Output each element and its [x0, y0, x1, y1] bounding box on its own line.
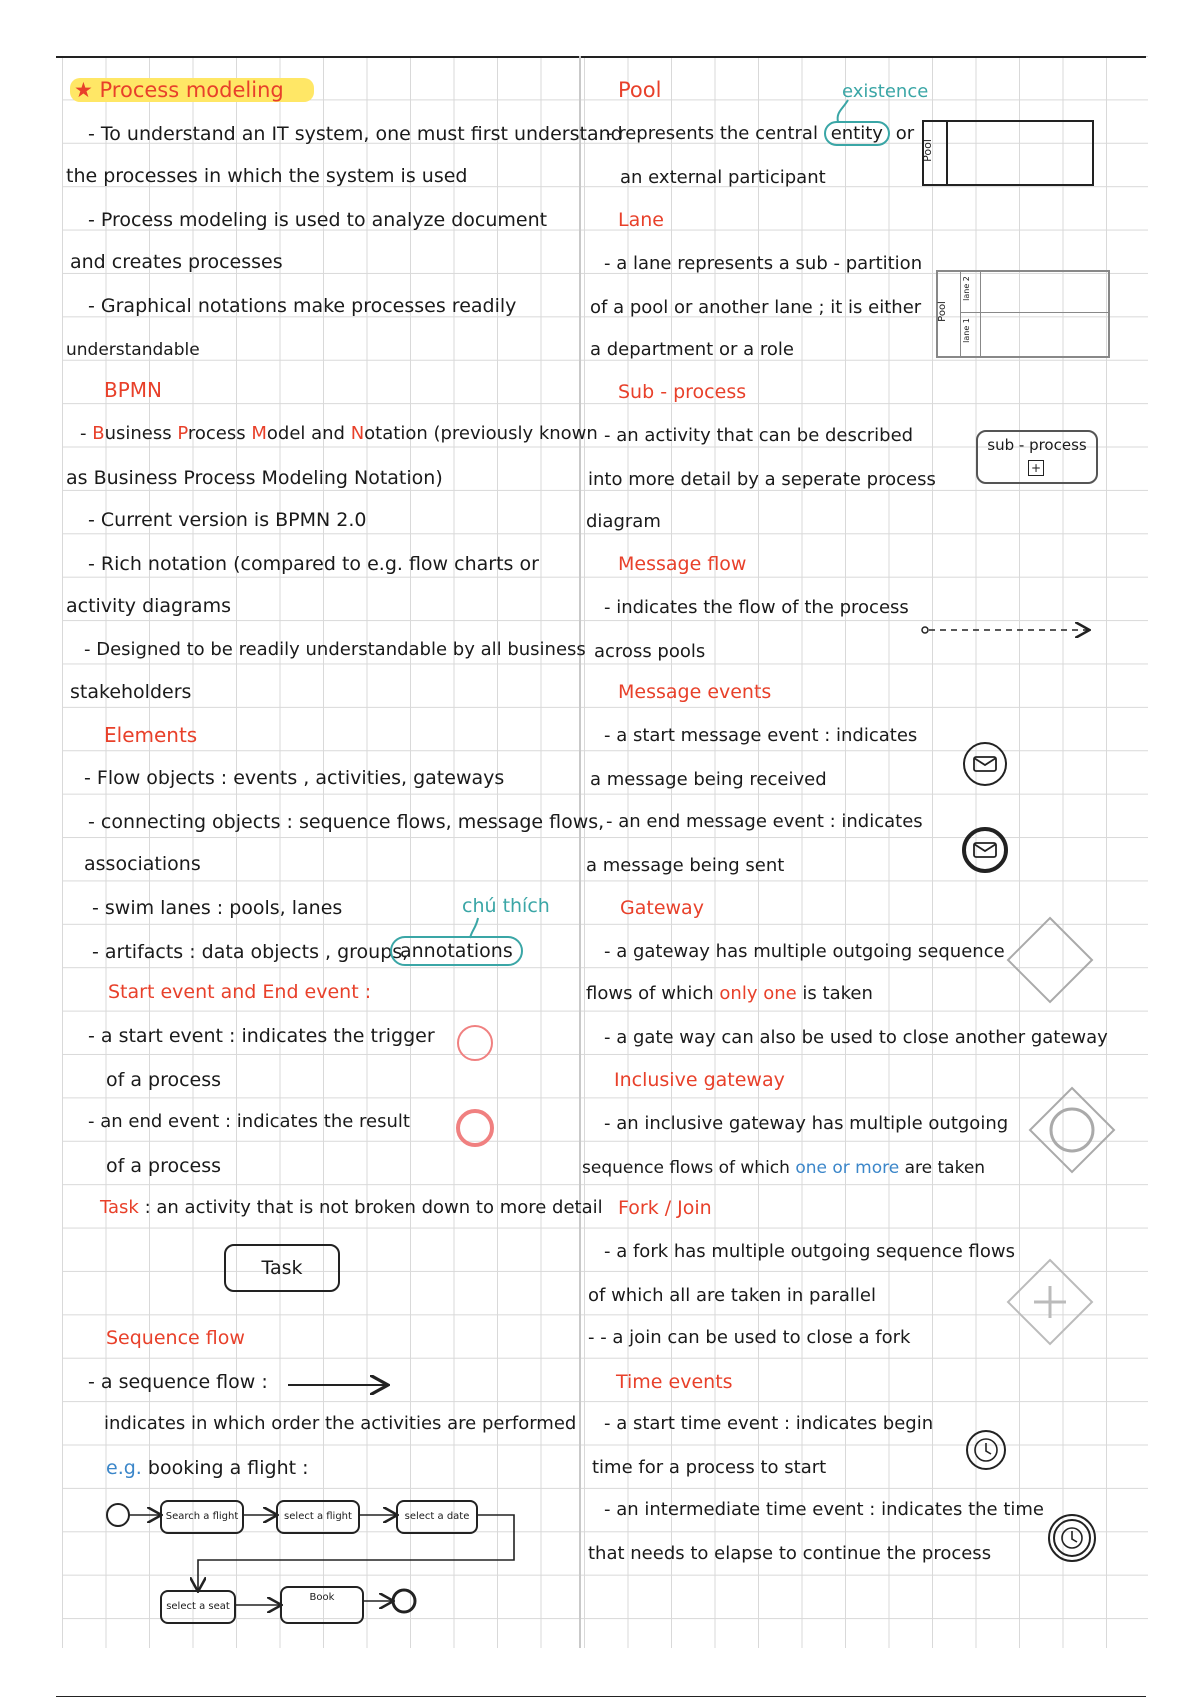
flow-node-book: Book: [280, 1586, 364, 1624]
elements-line-2a: - connecting objects : sequence flows, message flows,: [88, 811, 605, 833]
page-title-text: Process modeling: [99, 78, 284, 102]
end-message-event-icon: [964, 829, 1006, 871]
inclusive-gateway-heading: Inclusive gateway: [614, 1069, 785, 1091]
start-end-heading: Start event and End event :: [108, 981, 372, 1003]
bpmn-heading: BPMN: [104, 378, 162, 402]
elements-heading: Elements: [104, 723, 198, 747]
lane-1-label: lane 1: [961, 318, 971, 343]
start-timer-event-icon: [967, 1431, 1005, 1469]
bpmn-line-3a: - Rich notation (compared to e.g. flow charts or: [88, 553, 539, 575]
task-heading: Task: [100, 1197, 139, 1218]
message-events-heading: Message events: [618, 681, 772, 703]
flow-connector-icon: [198, 1515, 514, 1590]
message-events-line-1b: a message being received: [590, 769, 827, 790]
pool-label: Pool: [920, 139, 934, 162]
inclusive-gateway-icon: [1030, 1088, 1114, 1172]
message-events-line-1a: - a start message event : indicates: [604, 725, 918, 746]
star-icon: ★: [74, 78, 93, 102]
start-event-line-b: of a process: [106, 1069, 222, 1091]
intro-line-1a: - To understand an IT system, one must first understand: [88, 123, 623, 145]
flow-node-select-seat: select a seat: [160, 1590, 236, 1624]
letter-p: P: [177, 423, 188, 444]
elements-line-4a: - artifacts : data objects , groups,: [92, 941, 409, 963]
flow-node-select-flight: select a flight: [276, 1500, 360, 1534]
sequence-line-1: - a sequence flow :: [88, 1371, 268, 1393]
message-flow-line-b: across pools: [594, 641, 706, 662]
message-flow-line-a: - indicates the flow of the process: [604, 597, 909, 618]
lane-line-a: - a lane represents a sub - partition: [604, 253, 923, 274]
time-line-2a: - an intermediate time event : indicates the time: [604, 1499, 1045, 1520]
letter-b: B: [92, 423, 105, 444]
start-event-line-a: - a start event : indicates the trigger: [88, 1025, 435, 1047]
time-line-1a: - a start time event : indicates begin: [604, 1413, 934, 1434]
lane-pool-label: Pool: [936, 301, 948, 322]
flow-node-select-date: select a date: [396, 1500, 478, 1534]
word-otation: otation (previously known: [364, 423, 598, 444]
plus-marker-icon: +: [1028, 460, 1044, 476]
start-event-icon: [458, 1026, 492, 1060]
flow-node-search: Search a flight: [160, 1500, 244, 1534]
flow-start-icon: [107, 1504, 129, 1526]
bpmn-line-4b: stakeholders: [70, 681, 192, 703]
eg-label: e.g.: [106, 1457, 142, 1479]
flow-end-icon: [393, 1590, 415, 1612]
sub-process-line-c: diagram: [586, 511, 661, 532]
gateway-heading: Gateway: [620, 897, 704, 919]
gateway-line-1b-pre: flows of which: [586, 983, 720, 1004]
note-existence: existence: [842, 81, 929, 102]
note-chu-thich: chú thích: [462, 895, 550, 917]
pool-heading: Pool: [618, 78, 662, 102]
bpmn-line-3b: activity diagrams: [66, 595, 231, 617]
lane-2-label: lane 2: [961, 276, 971, 301]
only-one-text: only one: [719, 983, 797, 1004]
entity-bubble: entity: [824, 121, 890, 146]
bpmn-line-1b: as Business Process Modeling Notation): [66, 467, 443, 489]
message-flow-origin-icon: [922, 627, 928, 633]
example-text: booking a flight :: [147, 1457, 309, 1479]
sequence-line-2: indicates in which order the activities are performed: [104, 1413, 577, 1434]
fork-line-a: - a fork has multiple outgoing sequence flows: [604, 1241, 1016, 1262]
time-line-2b: that needs to elapse to continue the process: [588, 1543, 992, 1564]
pool-line-a-or: or: [895, 123, 915, 144]
intro-line-1b: the processes in which the system is used: [66, 165, 468, 187]
note-leader-line: [470, 918, 478, 938]
intro-line-2b: and creates processes: [70, 251, 283, 273]
join-line: - - a join can be used to close a fork: [588, 1327, 911, 1348]
end-event-line-a: - an end event : indicates the result: [88, 1111, 410, 1132]
gateway-line-1a: - a gateway has multiple outgoing sequence: [604, 941, 1005, 962]
sub-process-heading: Sub - process: [618, 381, 747, 403]
annotations-bubble: annotations: [390, 936, 523, 966]
elements-line-3: - swim lanes : pools, lanes: [92, 897, 343, 919]
lane-line-c: a department or a role: [590, 339, 794, 360]
gateway-diamond-icon: [1008, 918, 1092, 1002]
word-odel: odel and: [266, 423, 351, 444]
word-usiness: usiness: [104, 423, 178, 444]
inclusive-line-b-pre: sequence flows of which: [582, 1158, 796, 1178]
pool-line-b: an external participant: [620, 167, 826, 188]
inclusive-line-a: - an inclusive gateway has multiple outgoing: [604, 1113, 1009, 1134]
task-box: Task: [224, 1244, 340, 1292]
lane-line-b: of a pool or another lane ; it is either: [590, 297, 922, 318]
bpmn-line-4a: - Designed to be readily understandable by all business: [84, 639, 586, 660]
fork-join-heading: Fork / Join: [618, 1197, 712, 1219]
dash: -: [80, 423, 93, 444]
end-event-line-b: of a process: [106, 1155, 222, 1177]
sub-process-line-b: into more detail by a seperate process: [588, 469, 936, 490]
elements-line-2b: associations: [84, 853, 201, 875]
intermediate-timer-event-icon: [1049, 1515, 1095, 1561]
gateway-line-1b-post: is taken: [796, 983, 873, 1004]
one-or-more-text: one or more: [795, 1158, 900, 1178]
elements-line-1: - Flow objects : events , activities, gateways: [84, 767, 505, 789]
task-definition: : an activity that is not broken down to more detail: [144, 1197, 603, 1218]
intro-line-3a: - Graphical notations make processes readily: [88, 295, 517, 317]
end-event-icon: [458, 1111, 492, 1145]
sub-process-box-label: sub - process: [987, 436, 1087, 454]
message-events-line-2a: - an end message event : indicates: [606, 811, 923, 832]
existence-leader-line: [838, 100, 848, 122]
letter-m: M: [251, 423, 267, 444]
time-line-1b: time for a process to start: [592, 1457, 827, 1478]
intro-line-2a: - Process modeling is used to analyze document: [88, 209, 548, 231]
start-message-event-icon: [964, 743, 1006, 785]
inclusive-line-b-post: are taken: [899, 1158, 986, 1178]
time-events-heading: Time events: [616, 1371, 733, 1393]
bpmn-line-2: - Current version is BPMN 2.0: [88, 509, 367, 531]
pool-line-a-text: - represents the central: [606, 123, 818, 144]
word-rocess: rocess: [187, 423, 252, 444]
intro-line-3b: understandable: [66, 340, 200, 360]
sequence-flow-heading: Sequence flow: [106, 1327, 245, 1349]
message-flow-heading: Message flow: [618, 553, 747, 575]
sub-process-line-a: - an activity that can be described: [604, 425, 914, 446]
message-events-line-2b: a message being sent: [586, 855, 785, 876]
gateway-line-2: - a gate way can also be used to close another gateway: [604, 1027, 1108, 1048]
fork-gateway-icon: [1008, 1260, 1092, 1344]
lane-heading: Lane: [618, 209, 664, 231]
letter-n: N: [350, 423, 365, 444]
fork-line-b: of which all are taken in parallel: [588, 1285, 876, 1306]
